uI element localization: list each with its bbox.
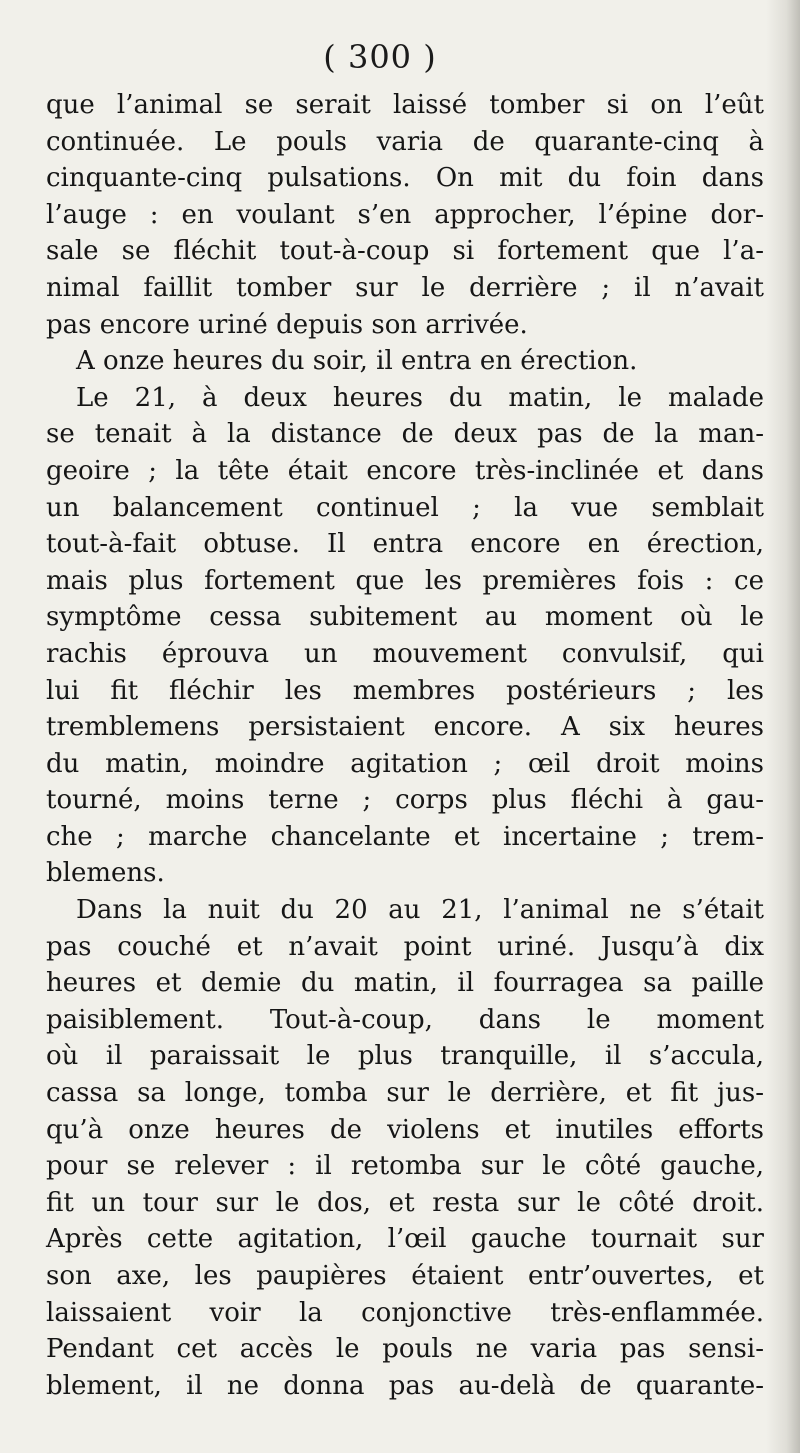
text-line: qu’à onze heures de violens et inutiles efforts [46, 1114, 764, 1145]
text-line: blement, il ne donna pas au-delà de quarante- [46, 1370, 764, 1401]
text-line: nimal faillit tomber sur le derrière ; il n’avait [46, 272, 764, 303]
text-line: tourné, moins terne ; corps plus fléchi à gau- [46, 785, 764, 816]
text-line: que l’animal se serait laissé tomber si on l’eût [46, 90, 764, 120]
text-line: mais plus fortement que les premières fois : ce [46, 565, 764, 596]
body-text [46, 87, 764, 1404]
text-line: che ; marche chancelante et incertaine ; trem- [46, 821, 764, 852]
text-line: pas couché et n’avait point uriné. Jusqu’à dix [46, 931, 764, 962]
text-line: se tenait à la distance de deux pas de la man- [46, 419, 764, 450]
text-line: geoire ; la tête était encore très-inclinée et dans [46, 455, 764, 486]
page-number: ( 300 ) [323, 38, 437, 76]
text-line: lui fit fléchir les membres postérieurs ; les [46, 675, 764, 706]
text-line: A onze heures du soir, il entra en érection. [76, 346, 638, 377]
text-line: symptôme cessa subitement au moment où le [46, 602, 764, 633]
text-line: paisiblement. Tout-à-coup, dans le moment [46, 1004, 764, 1035]
text-line: sale se fléchit tout-à-coup si fortement que l’a- [46, 236, 764, 267]
text-line: cinquante-cinq pulsations. On mit du foin dans [46, 163, 764, 194]
text-line: Pendant cet accès le pouls ne varia pas sensi- [46, 1334, 764, 1365]
text-line: heures et demie du matin, il fourragea sa paille [46, 968, 764, 999]
text-line: un balancement continuel ; la vue semblait [46, 492, 764, 523]
text-line: pas encore uriné depuis son arrivée. [46, 309, 528, 340]
text-line: blemens. [46, 858, 165, 889]
text-line: fit un tour sur le dos, et resta sur le côté droit. [46, 1187, 764, 1218]
text-line: cassa sa longe, tomba sur le derrière, et fit jus- [46, 1078, 764, 1109]
text-line: du matin, moindre agitation ; œil droit moins [46, 748, 764, 779]
text-line: l’auge : en voulant s’en approcher, l’épine dor- [46, 199, 764, 230]
text-line: rachis éprouva un mouvement convulsif, qui [46, 638, 764, 669]
text-line: où il paraissait le plus tranquille, il s’accula, [46, 1041, 764, 1072]
page-edge-shadow [766, 0, 800, 1453]
text-line: tout-à-fait obtuse. Il entra encore en érection, [46, 529, 764, 560]
text-line: pour se relever : il retomba sur le côté gauche, [46, 1151, 764, 1182]
text-line: laissaient voir la conjonctive très-enflammée. [46, 1297, 764, 1328]
text-line: Le 21, à deux heures du matin, le malade [76, 382, 764, 413]
text-line: Après cette agitation, l’œil gauche tournait sur [46, 1224, 764, 1255]
text-line: Dans la nuit du 20 au 21, l’animal ne s’était [76, 895, 764, 926]
text-line: son axe, les paupières étaient entr’ouvertes, et [46, 1261, 764, 1291]
text-line: continuée. Le pouls varia de quarante-cinq à [46, 126, 764, 157]
text-line: tremblemens persistaient encore. A six heures [46, 712, 764, 743]
